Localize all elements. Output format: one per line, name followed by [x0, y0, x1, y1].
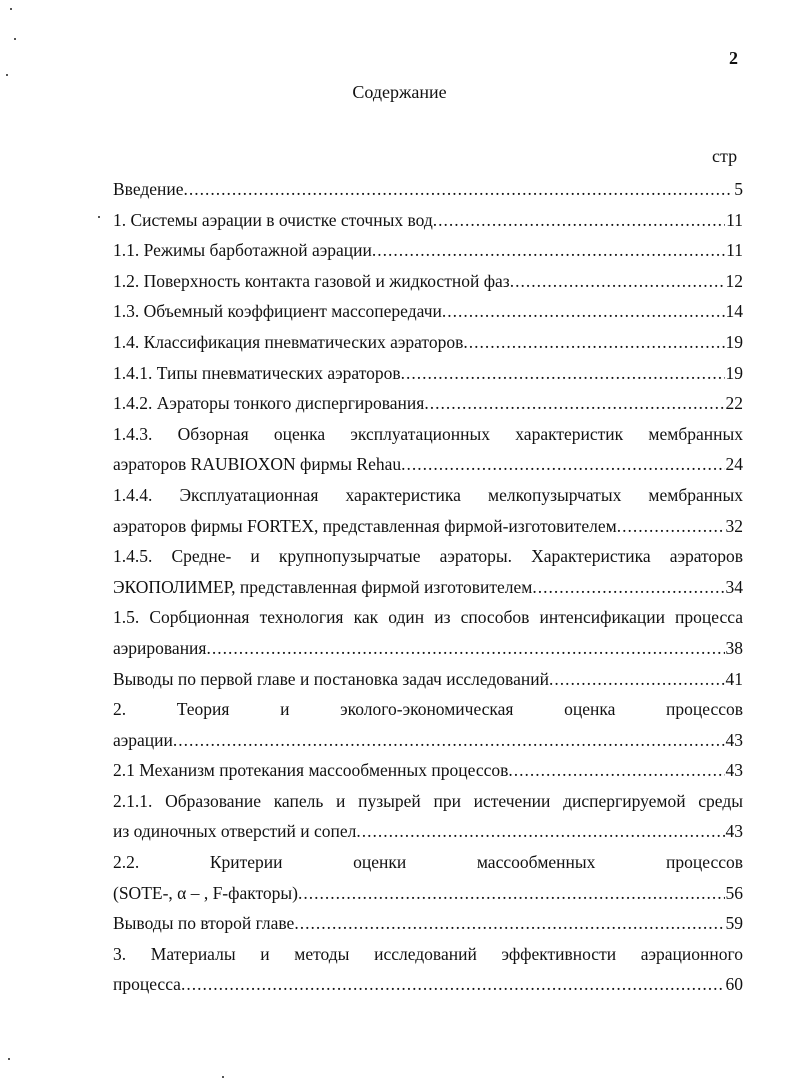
toc-entry-label-line1: 1.4.3. Обзорная оценка эксплуатационных характеристик мембранных: [113, 423, 743, 444]
scan-speck: [10, 8, 12, 10]
dot-leader: [294, 908, 724, 939]
dot-leader: [424, 388, 724, 419]
toc-entry: [113, 633, 743, 664]
toc-entry-label: 1. Системы аэрации в очистке сточных вод: [113, 209, 433, 230]
dot-leader: [617, 511, 725, 542]
toc-entry: [113, 878, 743, 909]
toc-entry-label-line1: 1.4.4. Эксплуатационная характеристика мелкопузырчатых мембранных: [113, 484, 743, 505]
toc-entry: [113, 755, 743, 786]
dot-leader: [549, 664, 725, 695]
toc-entry-first-line: [113, 847, 743, 878]
toc-entry-page: 43: [725, 760, 743, 781]
toc-entry-page: 43: [725, 821, 743, 842]
toc-entry: [113, 205, 743, 236]
toc-entry-page: 34: [725, 576, 743, 597]
toc-entry-label: ЭКОПОЛИМЕР, представленная фирмой изготовителем: [113, 576, 533, 597]
dot-leader: [401, 449, 724, 480]
toc-entry-page: 60: [725, 974, 743, 995]
toc-entry-page: 59: [725, 913, 743, 934]
table-of-contents: [113, 174, 743, 1000]
toc-entry: [113, 449, 743, 480]
scan-speck: [98, 216, 100, 218]
toc-entry: [113, 664, 743, 695]
toc-entry-label-line1: 2. Теория и эколого-экономическая оценка процессов: [113, 699, 743, 720]
dot-leader: [372, 235, 725, 266]
toc-entry-label-line1: 1.4.5. Средне- и крупнопузырчатые аэраторы. Характеристика аэраторов: [113, 546, 743, 567]
toc-entry: [113, 511, 743, 542]
toc-entry-page: 19: [725, 362, 743, 383]
toc-entry-label: 1.4.2. Аэраторы тонкого диспергирования: [113, 393, 425, 414]
toc-entry-label: аэрации: [113, 729, 173, 750]
toc-entry-page: 12: [725, 270, 743, 291]
scan-speck: [14, 38, 16, 40]
toc-entry-first-line: [113, 480, 743, 511]
scan-speck: [8, 1058, 10, 1060]
toc-entry: [113, 174, 743, 205]
toc-entry-page: 14: [725, 301, 743, 322]
toc-entry: [113, 908, 743, 939]
scan-speck: [6, 74, 8, 76]
dot-leader: [508, 755, 724, 786]
toc-entry-label: Выводы по первой главе и постановка задач исследований: [113, 668, 549, 689]
dot-leader: [181, 969, 725, 1000]
toc-entry-label: 1.3. Объемный коэффициент массопередачи: [113, 301, 442, 322]
dot-leader: [532, 572, 724, 603]
toc-entry-label: 2.1 Механизм протекания массообменных процессов: [113, 760, 509, 781]
toc-entry-page: 11: [726, 240, 743, 261]
toc-entry-label-line1: 2.2. Критерии оценки массообменных процессов: [113, 852, 743, 873]
dot-leader: [173, 725, 725, 756]
toc-entry: [113, 572, 743, 603]
toc-entry-first-line: [113, 939, 743, 970]
page-title: Содержание: [352, 82, 447, 102]
toc-entry-page: 11: [726, 209, 743, 230]
toc-entry-page: 56: [725, 882, 743, 903]
toc-entry-label-line1: 3. Материалы и методы исследований эффективности аэрационного: [113, 943, 743, 964]
toc-entry-first-line: [113, 694, 743, 725]
toc-entry: [113, 816, 743, 847]
toc-entry: [113, 358, 743, 389]
dot-leader: [510, 266, 725, 297]
toc-entry-label: (SOTE-, α – , F-факторы): [113, 882, 299, 903]
dot-leader: [433, 205, 725, 236]
toc-entry: [113, 235, 743, 266]
toc-entry: [113, 388, 743, 419]
toc-entry: [113, 969, 743, 1000]
toc-entry: [113, 725, 743, 756]
toc-entry-page: 41: [725, 668, 743, 689]
dot-leader: [206, 633, 724, 664]
toc-entry-label: 1.1. Режимы барботажной аэрации: [113, 240, 372, 261]
dot-leader: [463, 327, 724, 358]
toc-entry: [113, 266, 743, 297]
toc-entry-page: 5: [734, 179, 743, 199]
toc-entry-label: 1.4. Классификация пневматических аэраторов: [113, 331, 464, 352]
toc-entry-label-line1: 1.5. Сорбционная технология как один из способов интенсификации процесса: [113, 607, 743, 628]
toc-entry-first-line: [113, 541, 743, 572]
toc-entry-page: 38: [725, 637, 743, 658]
page-number: 2: [729, 48, 738, 68]
toc-entry-label: 1.4.1. Типы пневматических аэраторов: [113, 362, 401, 383]
toc-entry-first-line: [113, 602, 743, 633]
toc-entry: [113, 296, 743, 327]
toc-entry: [113, 327, 743, 358]
toc-entry-label: аэраторов RAUBIOXON фирмы Rehau: [113, 454, 402, 475]
toc-entry-label: из одиночных отверстий и сопел: [113, 821, 357, 842]
dot-leader: [442, 296, 725, 327]
toc-entry-label: 1.2. Поверхность контакта газовой и жидкостной фаз: [113, 270, 510, 291]
dot-leader: [298, 878, 724, 909]
dot-leader: [401, 358, 725, 389]
toc-entry-page: 32: [725, 515, 743, 536]
toc-entry-label: Выводы по второй главе: [113, 913, 295, 934]
toc-entry-first-line: [113, 419, 743, 450]
toc-entry-label-line1: 2.1.1. Образование капель и пузырей при истечении диспергируемой среды: [113, 790, 743, 811]
page-column-header: стр: [712, 146, 738, 166]
dot-leader: [184, 174, 734, 205]
toc-entry-page: 22: [725, 393, 743, 414]
toc-entry-page: 24: [725, 454, 743, 475]
toc-entry-label: процесса: [113, 974, 181, 995]
toc-entry-label: аэрирования: [113, 637, 207, 658]
scan-speck: [222, 1076, 224, 1078]
toc-entry-first-line: [113, 786, 743, 817]
toc-entry-page: 43: [725, 729, 743, 750]
toc-entry-label: Введение: [113, 179, 184, 199]
toc-entry-page: 19: [725, 331, 743, 352]
dot-leader: [356, 816, 724, 847]
toc-entry-label: аэраторов фирмы FORTEX, представленная фирмой-изготовителем: [113, 515, 617, 536]
